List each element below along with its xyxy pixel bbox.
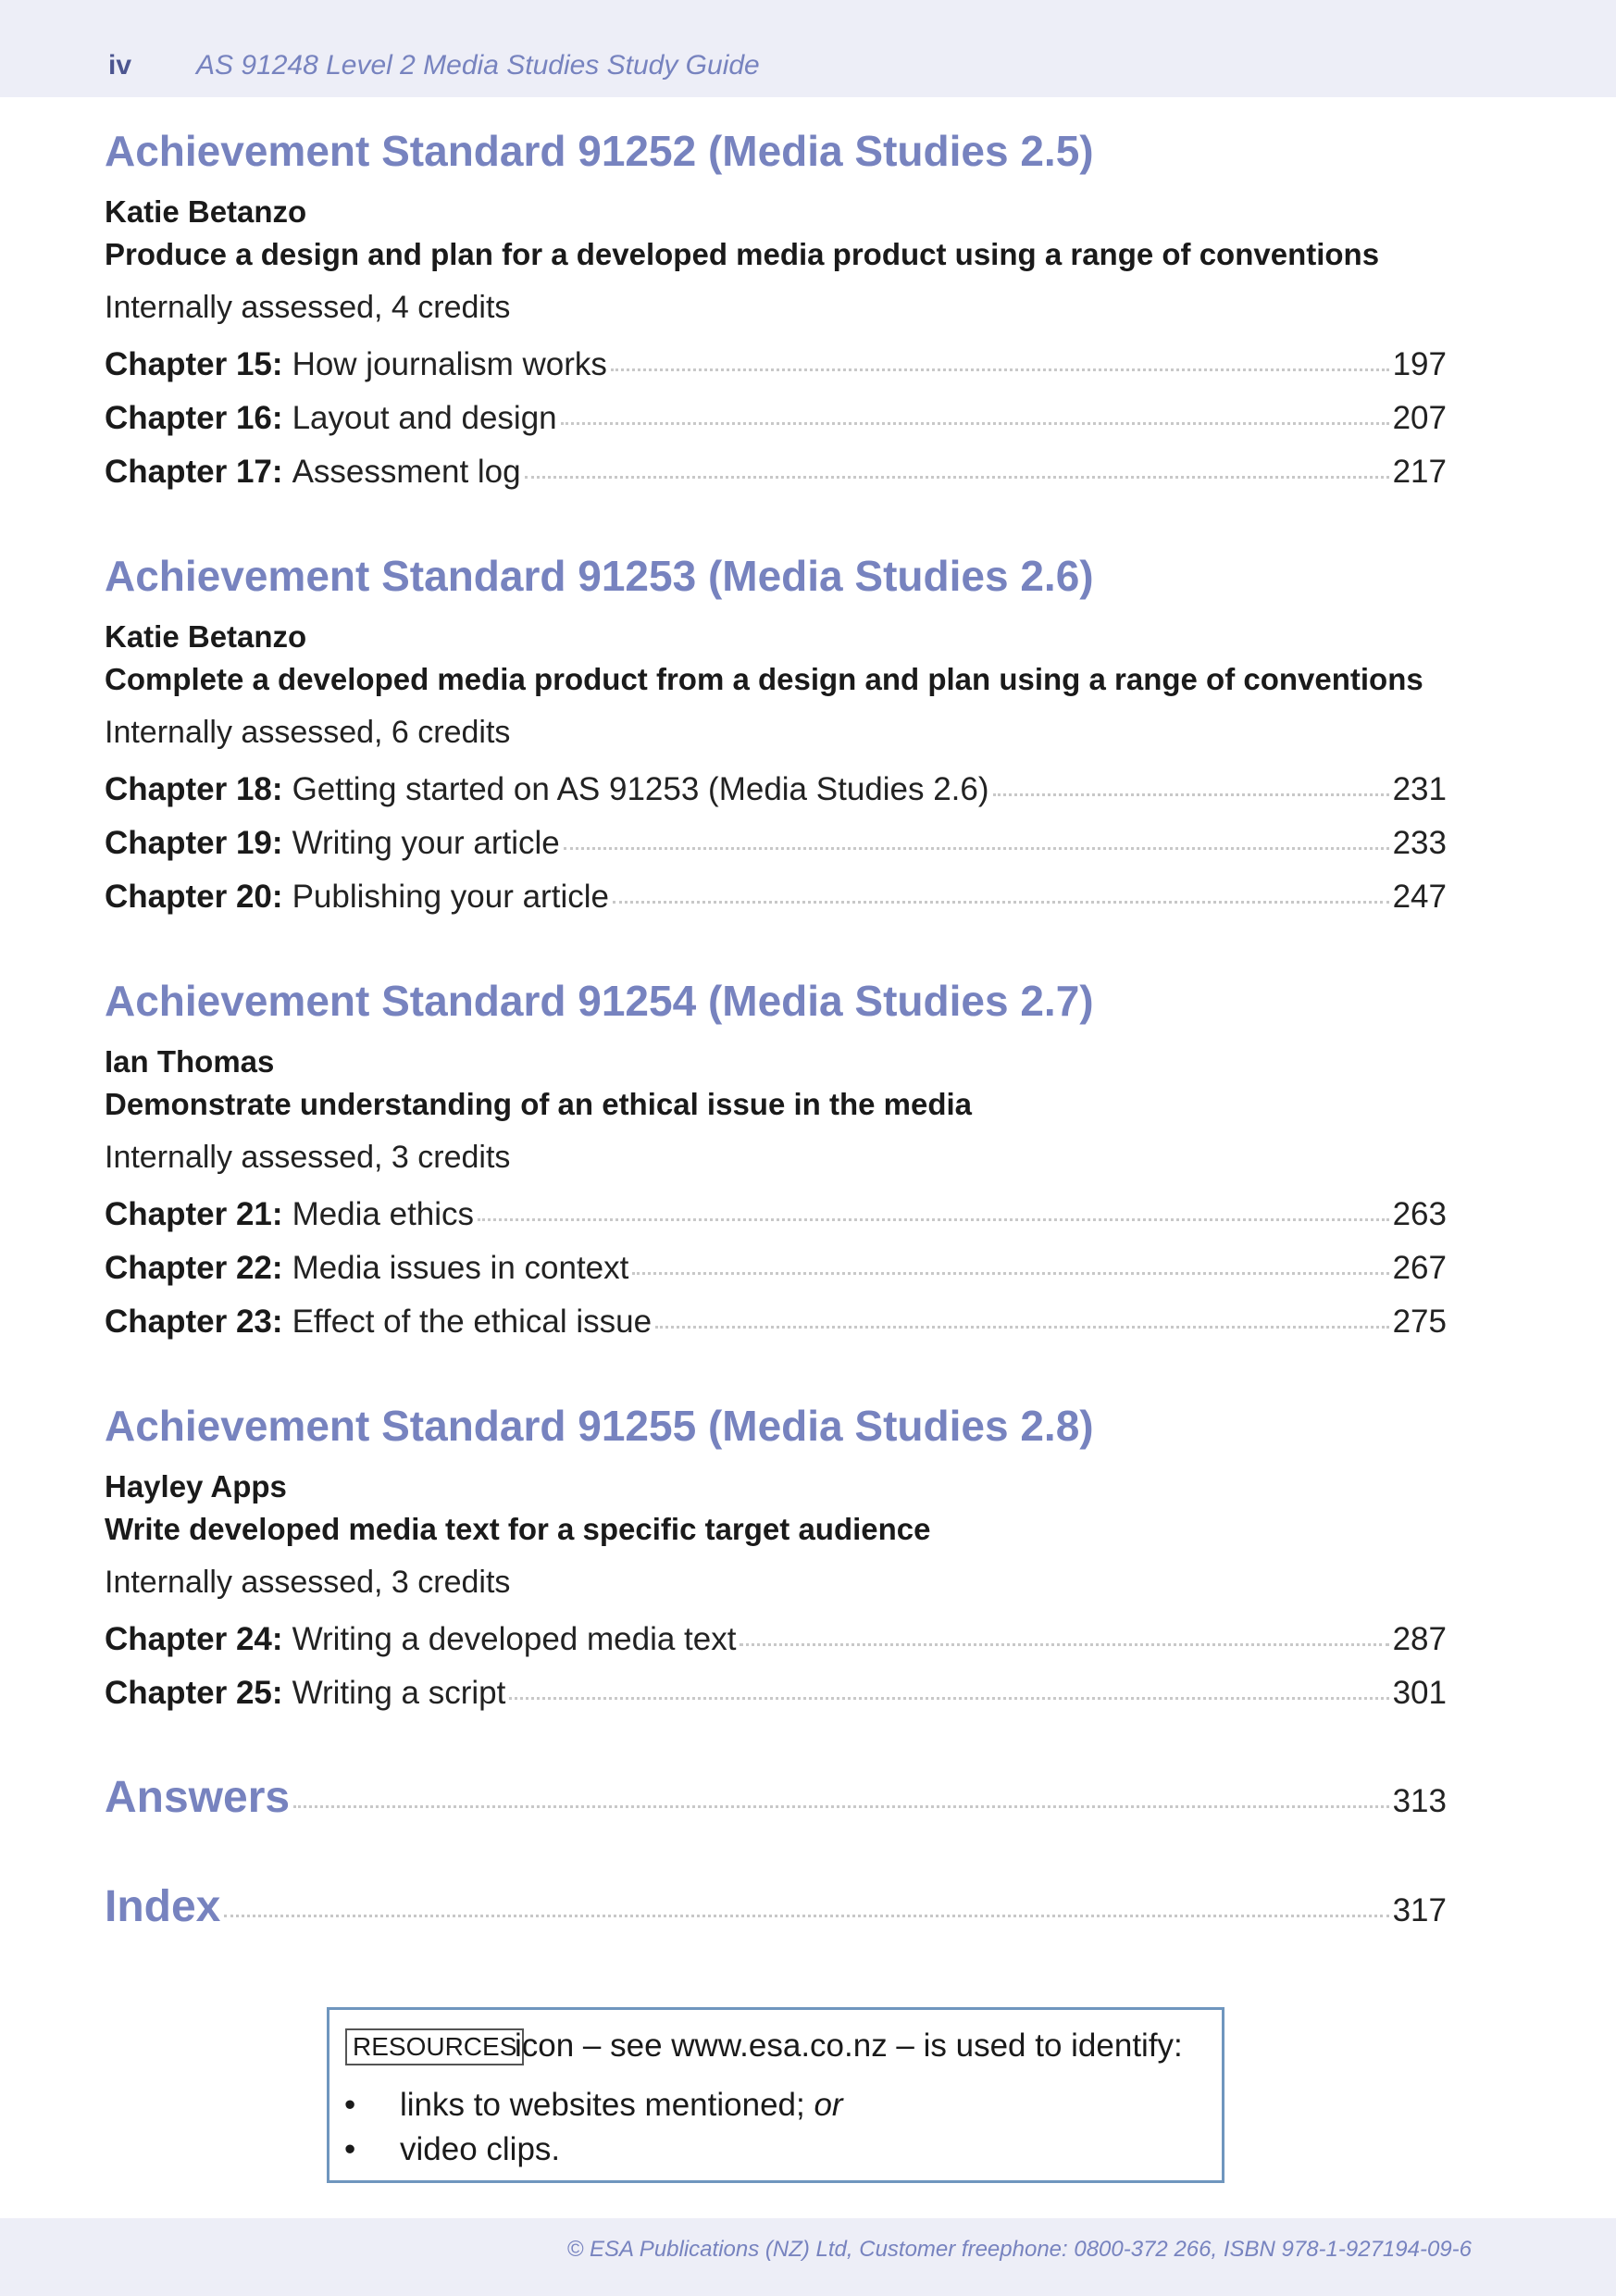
bullet-icon: • [344,2087,356,2123]
chapter-title: Writing your article [292,825,560,861]
toc-entry[interactable] [105,880,1447,913]
toc-section-91252 [105,127,1447,500]
toc-entry[interactable] [105,1198,1447,1230]
bullet-item: • links to websites mentioned; or [344,2087,843,2123]
page-ref: 217 [1392,454,1447,490]
toc-entry[interactable] [105,1677,1447,1709]
section-author: Ian Thomas [105,1044,275,1079]
chapter-title: Writing a developed media text [292,1621,737,1657]
section-description: Produce a design and plan for a developed media product using a range of conventions [105,237,1380,271]
toc-entry[interactable] [105,1252,1447,1284]
chapter-label: Chapter 23: [105,1304,283,1340]
dot-leader [632,1272,1388,1275]
page-number: iv [108,50,132,81]
chapter-title: Layout and design [292,400,557,436]
toc-entry[interactable] [105,1623,1447,1655]
resources-badge-icon: RESOURCES [345,2028,524,2065]
copyright-notice: © ESA Publications (NZ) Ltd, Customer freephone: 0800-372 266, ISBN 978-1-927194-09-6 [566,2237,1472,2262]
section-credits: Internally assessed, 6 credits [105,715,511,750]
page-ref: 313 [1392,1783,1447,1819]
chapter-label: Chapter 25: [105,1675,283,1711]
page-ref: 263 [1392,1196,1447,1232]
resources-note-box [327,2007,1224,2183]
section-description: Demonstrate understanding of an ethical issue in the media [105,1087,973,1121]
chapter-title: Publishing your article [292,879,609,915]
toc-entry-answers[interactable] [105,1773,1447,1822]
chapter-label: Chapter 24: [105,1621,283,1657]
dot-leader [509,1697,1388,1700]
toc-entry[interactable] [105,348,1447,381]
page-ref: 197 [1392,346,1447,382]
dot-leader [613,901,1389,904]
toc-section-91253 [105,552,1447,925]
chapter-title: Media issues in context [292,1250,629,1286]
dot-leader [740,1643,1388,1646]
section-credits: Internally assessed, 4 credits [105,290,511,325]
page-ref: 207 [1392,400,1447,436]
bullet-item: • video clips. [344,2131,561,2167]
toc-section-91255 [105,1404,1447,1719]
chapter-label: Chapter 16: [105,400,283,436]
toc-entry-index[interactable] [105,1882,1447,1931]
section-heading: Achievement Standard 91255 (Media Studies 2.8) [105,1402,1094,1450]
chapter-label: Chapter 22: [105,1250,283,1286]
running-title: AS 91248 Level 2 Media Studies Study Guide [196,50,760,81]
toc-entry[interactable] [105,455,1447,488]
section-author: Hayley Apps [105,1469,287,1504]
dot-leader [293,1805,1389,1808]
page-ref: 275 [1392,1304,1447,1340]
section-credits: Internally assessed, 3 credits [105,1565,511,1600]
dot-leader [655,1326,1389,1329]
chapter-label: Chapter 19: [105,825,283,861]
dot-leader [993,793,1389,796]
section-heading: Achievement Standard 91252 (Media Studies 2.5) [105,127,1094,175]
page-ref: 247 [1392,879,1447,915]
section-description: Complete a developed media product from a design and plan using a range of conventions [105,662,1423,696]
index-heading: Index [105,1882,221,1931]
chapter-label: Chapter 15: [105,346,283,382]
toc-entry[interactable] [105,402,1447,434]
dot-leader [564,847,1389,850]
chapter-title: Getting started on AS 91253 (Media Studies 2.6) [292,771,989,807]
section-heading: Achievement Standard 91253 (Media Studies 2.6) [105,552,1094,600]
page-ref: 231 [1392,771,1447,807]
chapter-label: Chapter 21: [105,1196,283,1232]
section-author: Katie Betanzo [105,619,307,654]
dot-leader [525,476,1389,479]
toc-entry[interactable] [105,1305,1447,1338]
chapter-title: How journalism works [292,346,607,382]
chapter-label: Chapter 18: [105,771,283,807]
toc-entry[interactable] [105,827,1447,859]
bullet-icon: • [344,2131,356,2167]
page-ref: 301 [1392,1675,1447,1711]
dot-leader [611,368,1389,371]
resources-intro: icon – see www.esa.co.nz – is used to identify: [515,2028,1183,2064]
section-credits: Internally assessed, 3 credits [105,1140,511,1175]
dot-leader [224,1915,1388,1917]
header-band [0,0,1616,97]
chapter-title: Effect of the ethical issue [292,1304,653,1340]
toc-section-91254 [105,977,1447,1350]
chapter-label: Chapter 17: [105,454,283,490]
dot-leader [561,422,1389,425]
section-heading: Achievement Standard 91254 (Media Studies 2.7) [105,977,1094,1025]
section-description: Write developed media text for a specific target audience [105,1512,931,1546]
section-author: Katie Betanzo [105,194,307,229]
chapter-title: Media ethics [292,1196,475,1232]
page-ref: 233 [1392,825,1447,861]
chapter-title: Writing a script [292,1675,506,1711]
page-ref: 317 [1392,1892,1447,1928]
toc-entry[interactable] [105,773,1447,805]
chapter-title: Assessment log [292,454,521,490]
answers-heading: Answers [105,1773,291,1822]
page-ref: 267 [1392,1250,1447,1286]
chapter-label: Chapter 20: [105,879,283,915]
dot-leader [478,1218,1389,1221]
page-ref: 287 [1392,1621,1447,1657]
